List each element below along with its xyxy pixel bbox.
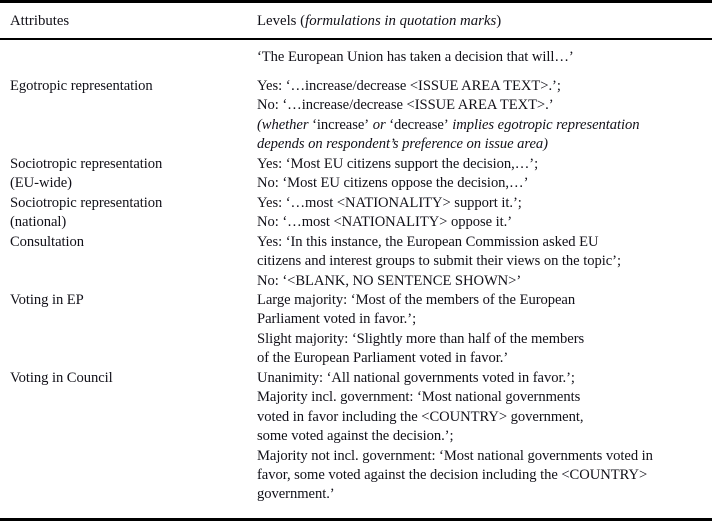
levels-cell <box>257 233 712 291</box>
level-line: government.’ <box>257 486 335 503</box>
level-line: Yes: ‘In this instance, the European Commission asked EU <box>257 234 599 250</box>
level-line: voted in favor including the <COUNTRY> government, <box>257 408 584 425</box>
levels-cell <box>257 369 712 505</box>
table-row <box>0 155 712 194</box>
note-segment: (whether <box>257 116 313 133</box>
level-line: Parliament voted in favor.’; <box>257 311 417 328</box>
attribute-cell <box>0 233 257 252</box>
column-header-levels <box>257 12 712 31</box>
table-row <box>0 369 712 505</box>
level-line: citizens and interest groups to submit their views on the topic’; <box>257 253 621 270</box>
level-line: No: ‘…most <NATIONALITY> oppose it.’ <box>257 214 513 231</box>
level-line: Large majority: ‘Most of the members of the European <box>257 292 576 308</box>
column-header-levels-cell <box>257 12 712 31</box>
attribute-label: Voting in EP <box>10 292 84 308</box>
levels-header-close: ) <box>496 13 502 29</box>
level-line: Majority incl. government: ‘Most national governments <box>257 389 581 406</box>
levels-header-plain: Levels ( <box>257 13 306 29</box>
attribute-cell <box>0 155 257 194</box>
level-note-line: depends on respondent’s preference on issue area) <box>257 136 548 153</box>
levels-cell <box>257 77 712 155</box>
attribute-cell <box>0 77 257 96</box>
level-line: favor, some voted against the decision including the <COUNTRY> <box>257 467 648 484</box>
level-line: Majority not incl. government: ‘Most national governments voted in <box>257 447 653 464</box>
level-line: Unanimity: ‘All national governments voted in favor.’; <box>257 370 575 386</box>
table-top-rule <box>0 0 712 3</box>
level-line: No: ‘…increase/decrease <ISSUE AREA TEXT>.’ <box>257 97 554 114</box>
table-row <box>0 233 712 291</box>
levels-cell <box>257 194 712 233</box>
column-header-attributes: Attributes <box>10 13 70 29</box>
levels-cell-intro <box>257 48 712 67</box>
level-line: some voted against the decision.’; <box>257 428 454 445</box>
table-row <box>0 77 712 155</box>
attribute-cell <box>0 369 257 388</box>
note-segment: ‘decrease’ <box>389 116 449 133</box>
attribute-label-second-line: (national) <box>10 214 67 231</box>
attribute-label: Voting in Council <box>10 370 113 386</box>
level-line: Slight majority: ‘Slightly more than half of the members <box>257 330 585 347</box>
attribute-label: Egotropic representation <box>10 78 153 94</box>
level-line: Yes: ‘…most <NATIONALITY> support it.’; <box>257 195 522 211</box>
table-header-row <box>0 12 712 31</box>
level-line: No: ‘<BLANK, NO SENTENCE SHOWN>’ <box>257 272 522 289</box>
levels-cell <box>257 291 712 369</box>
attribute-label: Sociotropic representation <box>10 156 163 172</box>
intro-stem-line: ‘The European Union has taken a decision that will…’ <box>257 49 574 65</box>
column-header-attributes-cell <box>0 12 257 31</box>
table-header-rule <box>0 38 712 40</box>
level-line: No: ‘Most EU citizens oppose the decision,…’ <box>257 175 529 192</box>
level-line: of the European Parliament voted in favor.’ <box>257 350 509 367</box>
attribute-label-second-line: (EU-wide) <box>10 175 72 192</box>
table-row <box>0 291 712 369</box>
table-row <box>0 48 712 67</box>
note-segment: implies egotropic representation <box>448 116 640 133</box>
note-segment: or <box>369 116 390 133</box>
level-line: Yes: ‘…increase/decrease <ISSUE AREA TEXT>.’; <box>257 78 561 94</box>
table-row <box>0 194 712 233</box>
attribute-cell <box>0 194 257 233</box>
levels-header-italic: formulations in quotation marks <box>305 13 497 29</box>
levels-cell <box>257 155 712 194</box>
level-line: Yes: ‘Most EU citizens support the decision,…’; <box>257 156 539 172</box>
level-note-line <box>257 116 712 135</box>
attribute-cell <box>0 291 257 310</box>
attribute-label: Sociotropic representation <box>10 195 163 211</box>
attribute-label: Consultation <box>10 234 84 250</box>
note-segment: ‘increase’ <box>312 116 370 133</box>
table-bottom-rule <box>0 518 712 521</box>
